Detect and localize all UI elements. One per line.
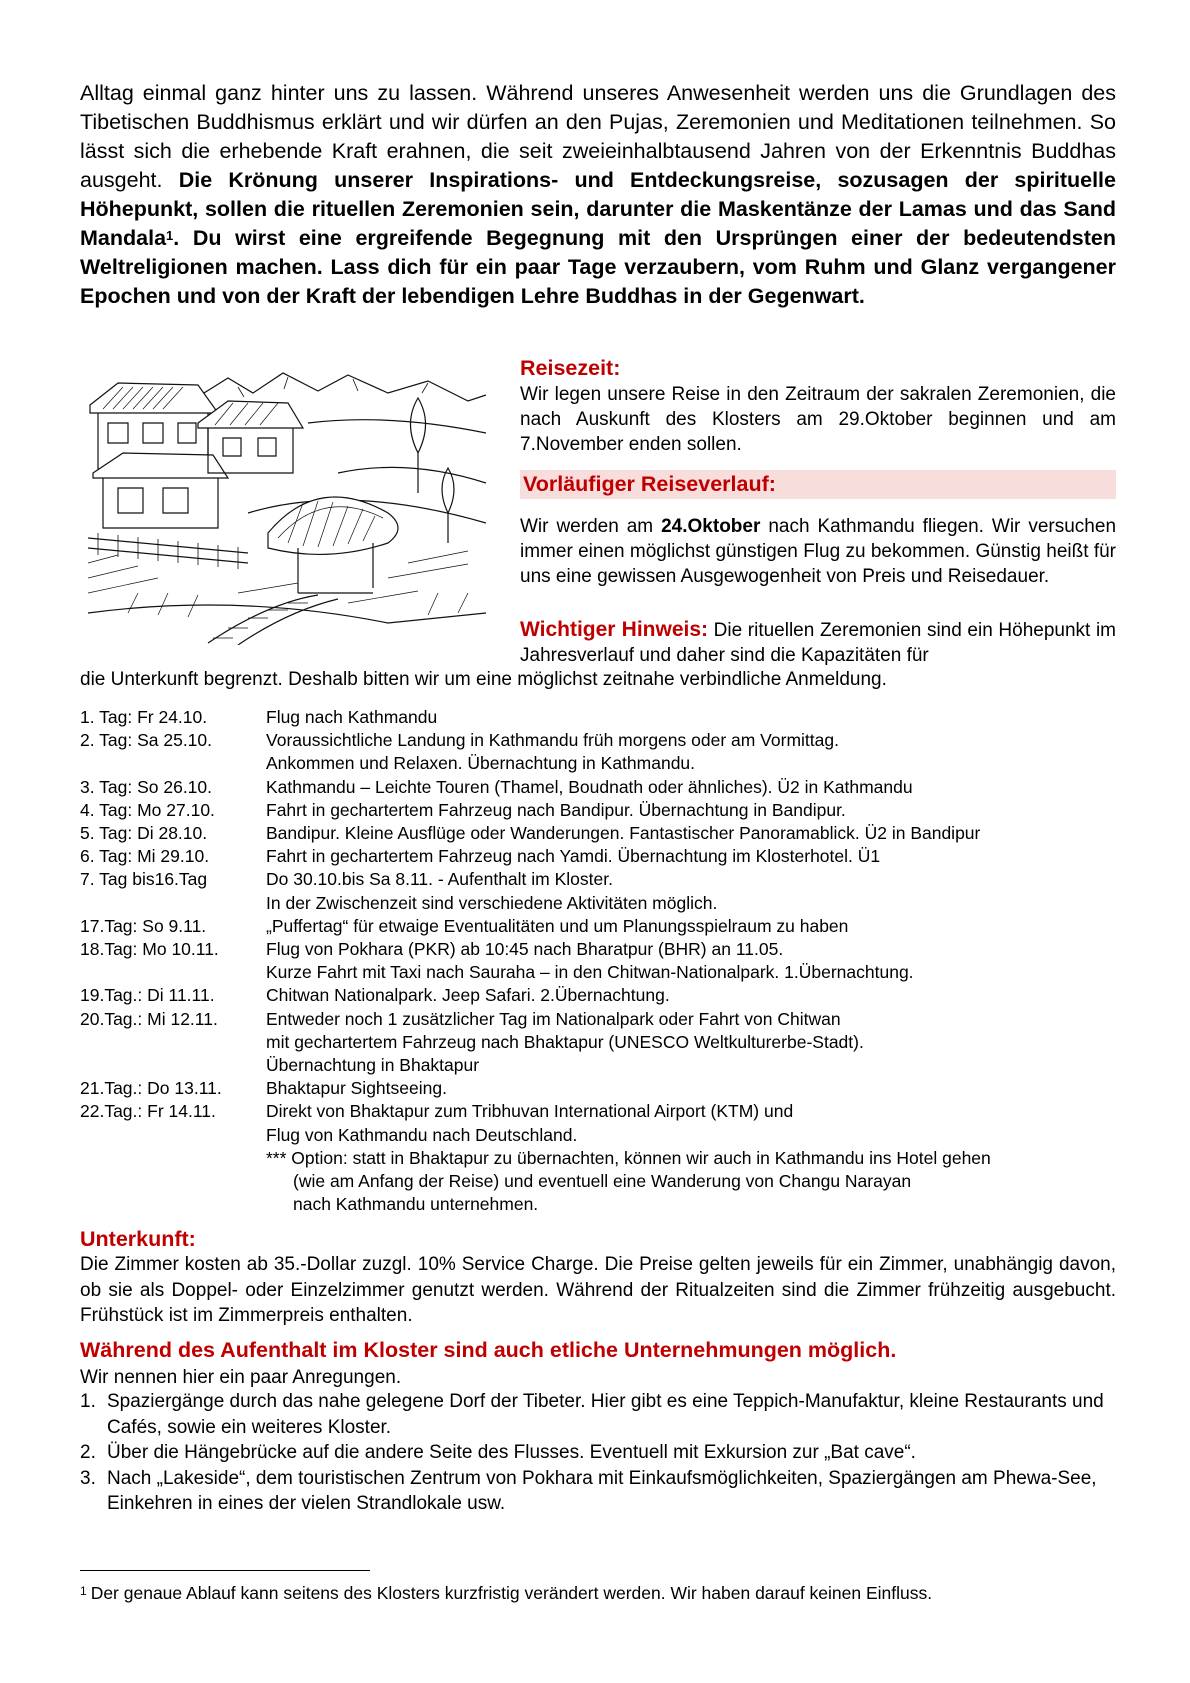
itinerary-row: 22.Tag.: Fr 14.11. Direkt von Bhaktapur zum Tribhuvan International Airport (KTM) und Flug von Kathmandu nach Deutschland.	[80, 1101, 794, 1145]
itinerary-row: 17.Tag: So 9.11. „Puffertag“ für etwaige Eventualitäten und um Planungsspielraum zu haben	[80, 915, 849, 936]
list-item: 1. Spaziergänge durch das nahe gelegene Dorf der Tibeter. Hier gibt es eine Teppich-Manufaktur, kleine Restaurants und Cafés, sowie ein weiteres Kloster.	[80, 1391, 1104, 1438]
departure-date: 24.Oktober	[661, 516, 761, 537]
itinerary-row: 4. Tag: Mo 27.10. Fahrt in gechartertem Fahrzeug nach Bandipur. Übernachtung in Bandipur.	[80, 799, 846, 820]
intro-paragraph	[80, 79, 1116, 311]
itinerary-row: 19.Tag.: Di 11.11. Chitwan Nationalpark. Jeep Safari. 2.Übernachtung.	[80, 985, 670, 1006]
unternehmungen-intro: Wir nennen hier ein paar Anregungen.	[80, 1367, 402, 1388]
footnote-marker[interactable]: 1	[166, 228, 174, 243]
itinerary-row: 2. Tag: Sa 25.10. Voraussichtliche Landung in Kathmandu früh morgens oder am Vormittag. Ankommen und Relaxen. Übernachtung in Kathmandu.	[80, 730, 839, 774]
list-item: 3. Nach „Lakeside“, dem touristischen Zentrum von Pokhara mit Einkaufsmöglichkeiten, Spaziergängen am Phewa-See, Einkehren in eines der vielen Strandlokale usw.	[80, 1467, 1097, 1514]
itinerary-option: *** Option: statt in Bhaktapur zu übernachten, können wir auch in Kathmandu ins Hotel gehen (wie am Anfang der Reise) und eventuell eine Wanderung von Changu Narayan nach Kathmandu unternehmen.	[266, 1147, 991, 1215]
hinweis-text: Wichtiger Hinweis: Die rituellen Zeremonien sind ein Höhepunkt im Jahresverlauf und daher sind die Kapazitäten für	[520, 618, 1116, 666]
reiseverlauf-text: Wir werden am 24.Oktober nach Kathmandu fliegen. Wir versuchen immer einen möglichst günstigen Flug zu bekommen. Günstig heißt für uns eine gewissen Ausgewogenheit von Preis und Reisedauer.	[520, 516, 1117, 587]
unternehmungen-list	[80, 1389, 1116, 1517]
hinweis-continuation: die Unterkunft begrenzt. Deshalb bitten wir um eine möglichst zeitnahe verbindliche Anmeldung.	[80, 669, 887, 690]
itinerary-row: 6. Tag: Mi 29.10. Fahrt in gechartertem Fahrzeug nach Yamdi. Übernachtung im Klosterhotel. Ü1	[80, 846, 881, 867]
footnote: $^1$ Der genaue Ablauf kann seitens des Klosters kurzfristig verändert werden. Wir haben darauf keinen Einfluss.	[80, 1583, 933, 1603]
itinerary-row: 7. Tag bis16.Tag Do 30.10.bis Sa 8.11. - Aufenthalt im Kloster. In der Zwischenzeit sind verschiedene Aktivitäten möglich.	[80, 869, 718, 913]
itinerary-row: 18.Tag: Mo 10.11. Flug von Pokhara (PKR) ab 10:45 nach Bharatpur (BHR) an 11.05. Kurze Fahrt mit Taxi nach Sauraha – in den Chitwan-Nationalpark. 1.Übernachtung.	[80, 939, 914, 983]
unternehmungen-heading: Während des Aufenthalt im Kloster sind auch etliche Unternehmungen möglich.	[80, 1338, 897, 1362]
reiseverlauf-heading: Vorläufiger Reiseverlauf:	[523, 472, 776, 496]
unterkunft-text: Die Zimmer kosten ab 35.-Dollar zuzgl. 10% Service Charge. Die Preise gelten jeweils für ein Zimmer, unabhängig davon, ob sie als Doppel- oder Einzelzimmer genutzt werden. Während der Ritualzeiten sind die Zimmer frühzeitig ausgebucht. Frühstück ist im Zimmerpreis enthalten.	[80, 1254, 1116, 1326]
reisezeit-text: Wir legen unsere Reise in den Zeitraum der sakralen Zeremonien, die nach Auskunft des Klosters am 29.Oktober beginnen und am 7.November enden sollen.	[520, 384, 1116, 455]
itinerary-row: 3. Tag: So 26.10. Kathmandu – Leichte Touren (Thamel, Boudnath oder ähnliches). Ü2 in Kathmandu	[80, 776, 913, 797]
itinerary-row: 21.Tag.: Do 13.11. Bhaktapur Sightseeing.	[80, 1078, 447, 1099]
itinerary-row: 20.Tag.: Mi 12.11. Entweder noch 1 zusätzlicher Tag im Nationalpark oder Fahrt von Chitwan mit gechartertem Fahrzeug nach Bhaktapur (UNESCO Weltkulturerbe-Stadt). Übernachtung in Bhaktapur	[80, 1008, 864, 1076]
intro-text: Alltag einmal ganz hinter uns zu lassen. Während unseres Anwesenheit werden uns die Grundlagen des Tibetischen Buddhismus erklärt und wir dürfen an den Pujas, Zeremonien und Meditationen teilnehmen. So lässt sich die erhebende Kraft erahnen, die seit zweieinhalbtausend Jahren von der Erkenntnis Buddhas ausgeht.	[80, 81, 1116, 192]
itinerary-list	[80, 706, 1116, 1216]
document-page	[80, 0, 1116, 1683]
intro-bold-1: Die Krönung unserer Inspirations- und Entdeckungsreise, sozusagen der spirituelle Höhepunkt, sollen die rituellen Zeremonien sein, darunter die Maskentänze der Lamas und das Sand Mandala	[80, 168, 1116, 250]
reisezeit-heading: Reisezeit:	[520, 356, 621, 380]
intro-bold-2: . Du wirst eine ergreifende Begegnung mit den Ursprüngen einer der bedeutendsten Weltreligionen machen. Lass dich für ein paar Tage verzaubern, vom Ruhm und Glanz vergangener Epochen und von der Kraft der lebendigen Lehre Buddhas in der Gegenwart.	[80, 226, 1116, 308]
village-sketch-icon	[88, 363, 488, 645]
unterkunft-heading: Unterkunft:	[80, 1227, 196, 1251]
list-item: 2. Über die Hängebrücke auf die andere Seite des Flusses. Eventuell mit Exkursion zur „Bat cave“.	[80, 1442, 916, 1463]
itinerary-row: 5. Tag: Di 28.10. Bandipur. Kleine Ausflüge oder Wanderungen. Fantastischer Panoramablick. Ü2 in Bandipur	[80, 823, 981, 844]
hinweis-label: Wichtiger Hinweis:	[520, 618, 709, 641]
itinerary-row: 1. Tag: Fr 24.10. Flug nach Kathmandu	[80, 707, 438, 727]
footnote-separator	[80, 1570, 370, 1571]
